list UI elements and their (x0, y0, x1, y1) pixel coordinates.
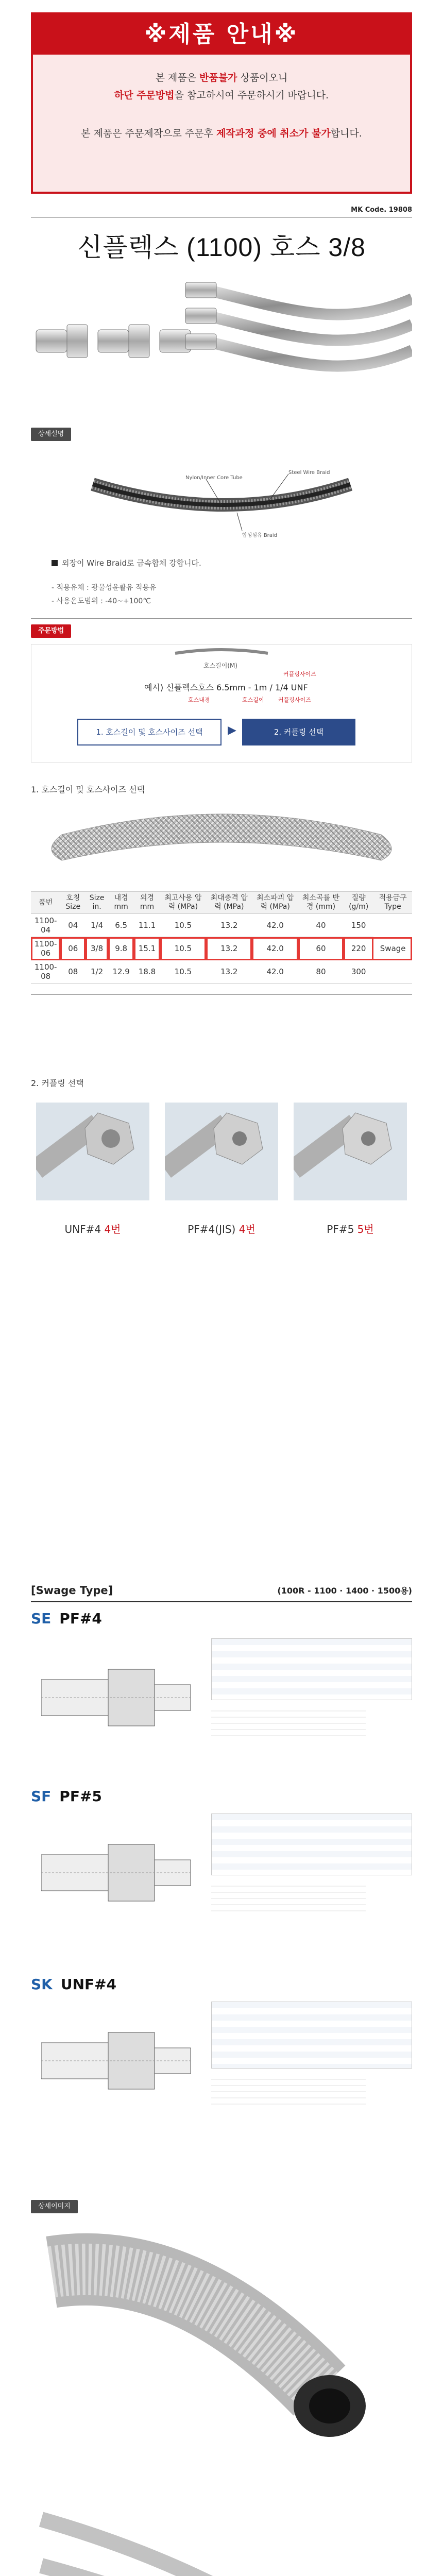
label-inner-braid: 합성섬유 Braid (242, 533, 278, 538)
step2-button[interactable]: 2. 커플링 선택 (242, 719, 355, 745)
th-type: 적용금구 Type (373, 892, 412, 914)
desc-use1: - 적용유체 : 광물성윤활유 적용유 (52, 584, 157, 592)
desc-use2: - 사용온도범위 : -40~+100℃ (52, 597, 151, 605)
swage-name: PF#5 (59, 1788, 102, 1805)
order-lbl-coupling: 커플링사이즈 (278, 697, 311, 703)
order-coupling-size: 커플링사이즈 (283, 671, 316, 677)
table-row[interactable] (31, 914, 412, 937)
cell: 150 (344, 914, 373, 937)
coupling-name: PF#5 (327, 1223, 357, 1235)
th-id: 내경 mm (108, 892, 134, 914)
notice-line2-red: 하단 주문방법 (114, 90, 175, 101)
coupling-caption-pf5 (294, 1221, 407, 1236)
desc-main-text: 외장이 Wire Braid로 금속합체 강합니다. (62, 558, 201, 568)
swage-code: SF (31, 1788, 52, 1805)
cell: 06 (60, 937, 86, 960)
order-lbl-hose: 호스내경 (188, 697, 210, 703)
th-partno: 품번 (31, 892, 60, 914)
table-row[interactable] (31, 960, 412, 984)
cell: 18.8 (134, 960, 160, 984)
step1-button[interactable]: 1. 호스길이 및 호스사이즈 선택 (77, 719, 222, 745)
table-row-selected[interactable] (31, 937, 412, 960)
swage-name: UNF#4 (60, 1976, 117, 1993)
cell: 13.2 (206, 914, 252, 937)
th-impulse: 최대충격 압력 (MPa) (206, 892, 252, 914)
swage-se-notes (211, 1705, 366, 1736)
mk-code: MK Code. 19808 (351, 206, 412, 214)
cell: 42.0 (252, 960, 298, 984)
notice-line1-pre: 본 제품은 (155, 72, 200, 83)
cell: 42.0 (252, 914, 298, 937)
notice-line3-red: 제작과정 중에 취소가 불가 (216, 128, 331, 139)
spec-table (31, 891, 412, 984)
coupling-name: UNF#4 (64, 1223, 105, 1235)
coupling-pf5-image (294, 1103, 407, 1200)
cell: 1100-04 (31, 914, 60, 937)
cell: 60 (298, 937, 344, 960)
cell: 10.5 (160, 960, 206, 984)
detail-image-1 (31, 2221, 412, 2478)
notice-line1-post: 상품이오니 (237, 72, 288, 83)
swage-se-head (31, 1610, 102, 1627)
cell: 12.9 (108, 960, 134, 984)
detail-image-2 (31, 2488, 412, 2576)
desc-main (52, 557, 201, 568)
notice-box (31, 12, 412, 194)
cell: 6.5 (108, 914, 134, 937)
cell: 08 (60, 960, 86, 984)
order-lbl-len: 호스길이 (242, 697, 264, 703)
cell: 1/2 (86, 960, 108, 984)
section1-title: 1. 호스길이 및 호스사이즈 선택 (31, 785, 145, 794)
cell: 11.1 (134, 914, 160, 937)
order-hose-length: 호스길이(M) (203, 662, 238, 669)
hose-closeup-image (31, 804, 412, 881)
th-burst: 최소파괴 압력 (MPa) (252, 892, 298, 914)
cell: 04 (60, 914, 86, 937)
coupling-unf4-image (36, 1103, 149, 1200)
cell: 1100-06 (31, 937, 60, 960)
swage-sf-table (211, 1814, 412, 1875)
coupling-num: 4번 (104, 1223, 121, 1235)
cell: 80 (298, 960, 344, 984)
cell: 10.5 (160, 937, 206, 960)
cell: 13.2 (206, 937, 252, 960)
section2-title: 2. 커플링 선택 (31, 1078, 84, 1088)
notice-body (33, 55, 410, 142)
th-max-pressure: 최고사용 압력 (MPa) (160, 892, 206, 914)
coupling-name: PF#4(JIS) (188, 1223, 239, 1235)
swage-sf-drawing (41, 1814, 196, 1932)
th-inch: Size in. (86, 892, 108, 914)
notice-line3-pre: 본 제품은 주문제작으로 주문후 (81, 128, 216, 139)
th-size: 호칭 Size (60, 892, 86, 914)
notice-line3-post: 합니다. (330, 128, 362, 139)
hose-structure-diagram (72, 453, 371, 541)
cell: 42.0 (252, 937, 298, 960)
bullet-icon (52, 560, 58, 566)
cell: 1/4 (86, 914, 108, 937)
cell: 3/8 (86, 937, 108, 960)
section-images-chip: 상세이미지 (31, 2200, 78, 2213)
swage-name: PF#4 (59, 1610, 102, 1627)
swage-title: [Swage Type] (31, 1584, 113, 1597)
th-bend: 최소곡률 반경 (mm) (298, 892, 344, 914)
swage-sk-table (211, 2002, 412, 2069)
th-od: 외경 mm (134, 892, 160, 914)
th-mass: 질량 (g/m) (344, 892, 373, 914)
cell-type: Swage (373, 914, 412, 984)
swage-se-table (211, 1638, 412, 1700)
swage-sk-head (31, 1976, 116, 1993)
notice-line2-post: 을 참고하시여 주문하시기 바랍니다. (174, 90, 329, 101)
cell: 13.2 (206, 960, 252, 984)
swage-code: SE (31, 1610, 52, 1627)
cell: 1100-08 (31, 960, 60, 984)
coupling-pf4-image (165, 1103, 278, 1200)
section-detail-chip: 상세설명 (31, 428, 71, 441)
cell: 15.1 (134, 937, 160, 960)
notice-line1-red: 반품불가 (199, 72, 237, 83)
coupling-caption-pf4 (165, 1221, 278, 1236)
divider (31, 1601, 412, 1602)
hero-product-image (31, 268, 412, 392)
product-title: 신플렉스 (1100) 호스 3/8 (77, 233, 366, 262)
label-tube: Nylon/Inner Core Tube (185, 475, 243, 481)
swage-sf-head (31, 1788, 102, 1805)
swage-sk-notes (211, 2074, 366, 2105)
coupling-num: 4번 (238, 1223, 255, 1235)
arrow-right-icon: ▶ (228, 724, 236, 737)
spec-header-row (31, 892, 412, 914)
coupling-num: 5번 (357, 1223, 374, 1235)
notice-title: ※제품 안내※ (33, 14, 410, 55)
cell: 40 (298, 914, 344, 937)
order-hose-icon (170, 644, 273, 659)
order-example: 예시) 신플렉스호스 6.5mm - 1m / 1/4 UNF (144, 683, 308, 692)
cell: 220 (344, 937, 373, 960)
label-braid: Steel Wire Braid (288, 470, 330, 476)
coupling-caption-unf4 (36, 1221, 149, 1236)
section-order-chip: 주문방법 (31, 624, 71, 638)
cell: 300 (344, 960, 373, 984)
cell: 10.5 (160, 914, 206, 937)
divider (31, 217, 412, 218)
divider (31, 618, 412, 619)
swage-code: SK (31, 1976, 53, 1993)
swage-sf-notes (211, 1880, 366, 1911)
divider (31, 994, 412, 995)
cell: 9.8 (108, 937, 134, 960)
swage-se-drawing (41, 1638, 196, 1757)
swage-subtitle: (100R - 1100 · 1400 · 1500용) (277, 1586, 412, 1596)
swage-sk-drawing (41, 2002, 196, 2120)
